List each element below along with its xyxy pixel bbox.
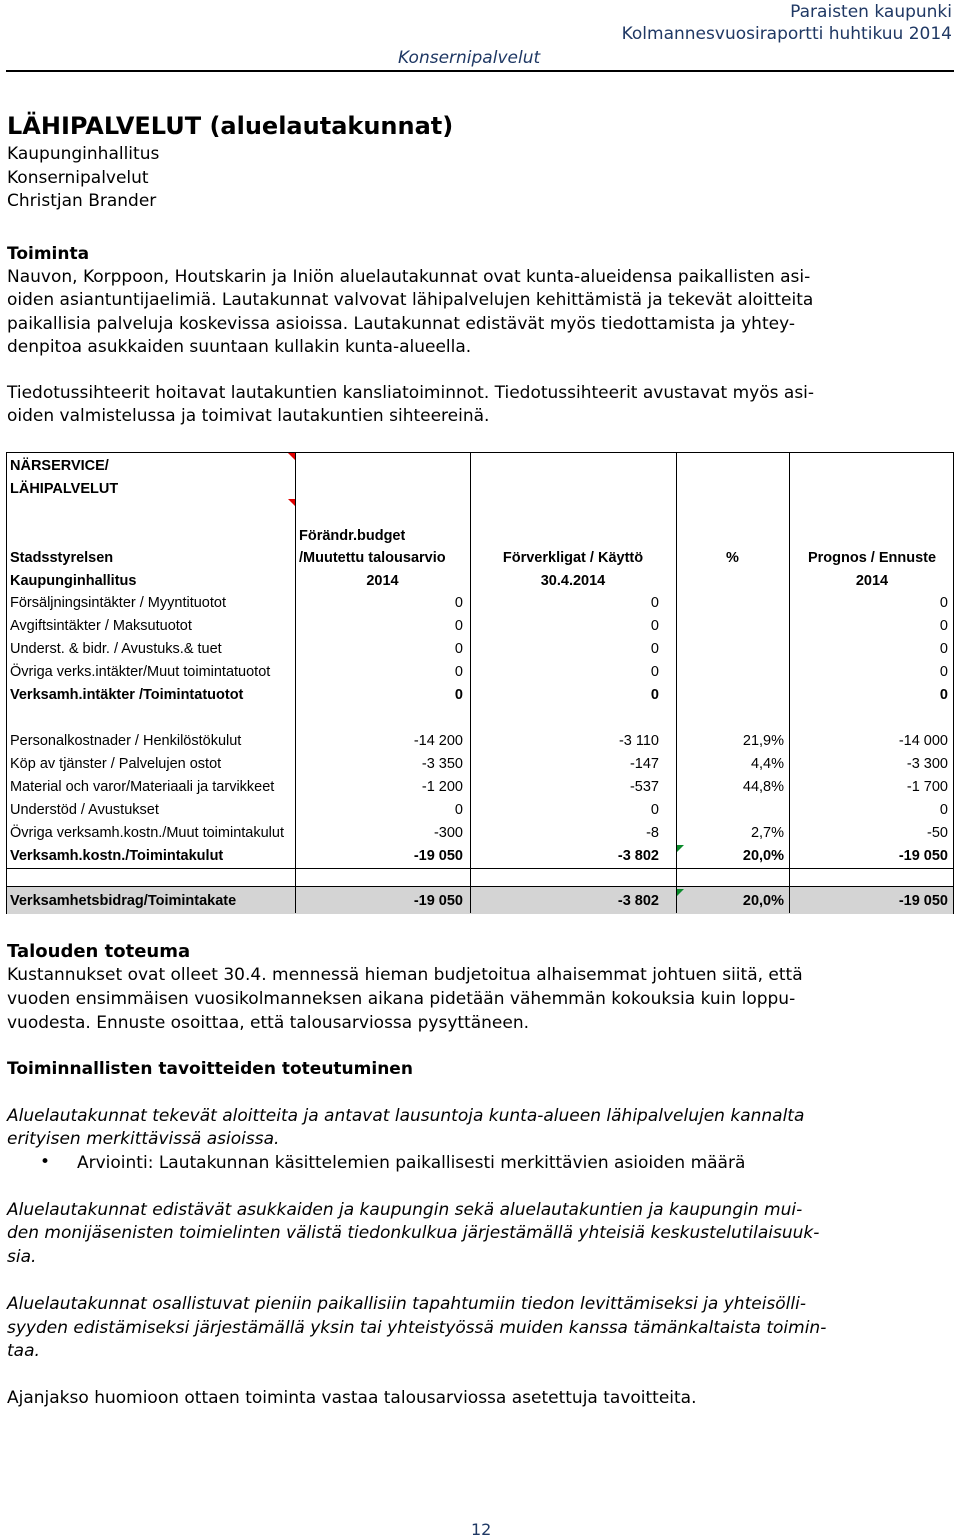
talous-line-2: vuoden ensimmäisen vuosikolmanneksen aikana pidetään vähemmän kokouksia kuin loppu- xyxy=(7,989,796,1009)
goal3-line-1: Aluelautakunnat osallistuvat pieniin paikallisiin tapahtumiin tiedon levittämiseksi ja yhteisölli- xyxy=(7,1294,806,1314)
col-forecast-header: Prognos / Ennuste xyxy=(807,550,937,566)
actual-date: 30.4.2014 xyxy=(540,573,606,589)
page-title: LÄHIPALVELUT (aluelautakunnat) xyxy=(7,112,454,140)
section-heading-tavoitteet: Toiminnallisten tavoitteiden toteutuminen xyxy=(7,1059,413,1079)
section-heading-talous: Talouden toteuma xyxy=(7,941,191,962)
header-organization: Paraisten kaupunki xyxy=(790,2,952,22)
budget-year: 2014 xyxy=(366,573,399,589)
toiminta-line-2: oiden asiantuntijaelimiä. Lautakunnat valvovat lähipalvelujen kehittämistä ja tekevät aloitteita xyxy=(7,290,814,310)
table-unit-label-1: NÄRSERVICE/ xyxy=(10,458,109,474)
col-actual-header: Förverkligat / Käyttö xyxy=(502,550,644,566)
col-budget-header-2: /Muutettu talousarvio xyxy=(299,550,446,566)
toiminta-line-1: Nauvon, Korppoon, Houtskarin ja Iniön aluelautakunnat ovat kunta-alueidensa paikallisten asi- xyxy=(7,267,811,287)
talous-line-3: vuodesta. Ennuste osoittaa, että talousarviossa pysyttäneen. xyxy=(7,1013,530,1033)
header-unit: Konsernipalvelut xyxy=(398,48,541,68)
goal3-line-3: taa. xyxy=(7,1341,40,1361)
row-label-board-fi: Kaupunginhallitus xyxy=(10,573,137,589)
subline-department: Konsernipalvelut xyxy=(7,168,149,188)
toiminta-line-4: denpitoa asukkaiden suuntaan kullakin kunta-alueella. xyxy=(7,337,472,357)
goal2-line-3: sia. xyxy=(7,1247,37,1267)
toiminta-line-6: oiden valmistelussa ja toimivat lautakuntien sihteereinä. xyxy=(7,406,490,426)
goal3-line-2: syyden edistämiseksi järjestämällä yksin tai yhteistyössä muiden kanssa tämänkaltaista toimin- xyxy=(7,1318,827,1338)
closing-statement: Ajanjakso huomioon ottaen toiminta vastaa talousarviossa asetettuja tavoitteita. xyxy=(7,1388,697,1408)
section-heading-toiminta: Toiminta xyxy=(7,244,90,264)
bullet-icon: • xyxy=(40,1152,51,1172)
toiminta-line-3: paikallisia palveluja koskevissa asioissa. Lautakunnat edistävät myös tiedottamista ja yhtey- xyxy=(7,314,795,334)
comment-marker xyxy=(288,453,295,460)
goal2-line-2: den monijäsenisten toimielinten välistä tiedonkulkua järjestämällä yhteisiä keskustelutilaisuuk- xyxy=(7,1223,820,1243)
header-divider xyxy=(6,70,954,72)
subline-board: Kaupunginhallitus xyxy=(7,144,160,164)
header-report-title: Kolmannesvuosiraportti huhtikuu 2014 xyxy=(621,24,952,44)
row-label-board-sv: Stadsstyrelsen xyxy=(10,550,114,566)
bullet-evaluation: Arviointi: Lautakunnan käsittelemien paikallisesti merkittävien asioiden määrä xyxy=(77,1153,746,1173)
goal2-line-1: Aluelautakunnat edistävät asukkaiden ja kaupungin sekä aluelautakuntien ja kaupungin mui- xyxy=(7,1200,803,1220)
col-pct-header: % xyxy=(726,550,739,566)
col-budget-header-1: Förändr.budget xyxy=(299,528,406,544)
forecast-year: 2014 xyxy=(855,573,889,589)
table-unit-label-2: LÄHIPALVELUT xyxy=(10,481,119,497)
goal1-line-2: erityisen merkittävissä asioissa. xyxy=(7,1129,280,1149)
talous-line-1: Kustannukset ovat olleet 30.4. mennessä hieman budjetoitua alhaisemmat johtuen siitä, että xyxy=(7,965,803,985)
comment-marker xyxy=(288,499,295,506)
goal1-line-1: Aluelautakunnat tekevät aloitteita ja antavat lausuntoja kunta-alueen lähipalvelujen kannalta xyxy=(7,1106,805,1126)
toiminta-line-5: Tiedotussihteerit hoitavat lautakuntien kansliatoiminnot. Tiedotussihteerit avustavat myös asi- xyxy=(7,383,815,403)
page-number: 12 xyxy=(471,1520,492,1539)
financial-table: NÄRSERVICE/ LÄHIPALVELUT Förändr.budget Stadsstyrelsen /Muutettu talousarvio Förverkligat / Käyttö % Prognos / Ennuste Kaupunginhallitus 2014 30.4.2014 2014 Försäljningsintäkter / Myyntituotot 0 0 0 Avgiftsintäkter / Maksutuotot 0 0 0 Underst. & bidr. / Avustuks.& tuet 0 0 0 Övriga verks.intäkter/Muut toimintatuotot 0 0 0 Verksamh.intäkter /Toimintatuotot 0 0 0 Personalkostnader / Henkilöstökulut -14 200 -3 110 21,9% -14 000 Köp av tjänster / Palvelujen ostot -3 350 -147 4,4% -3 300 Material och varor/Materiaali ja tarvikkeet -1 200 -537 44,8% -1 700 Understöd / Avustukset 0 0 0 Övriga verksamh.kostn./Muut toimintakulut -300 -8 2,7% -50 Verksamh.kostn./Toimintakulut -19 050 -3 802 20,0% -19 050 Verksamhetsbidrag/Toimintakate -19 050 -3 802 20,0% -19 050 xyxy=(6,452,954,914)
subline-person: Christjan Brander xyxy=(7,191,157,211)
